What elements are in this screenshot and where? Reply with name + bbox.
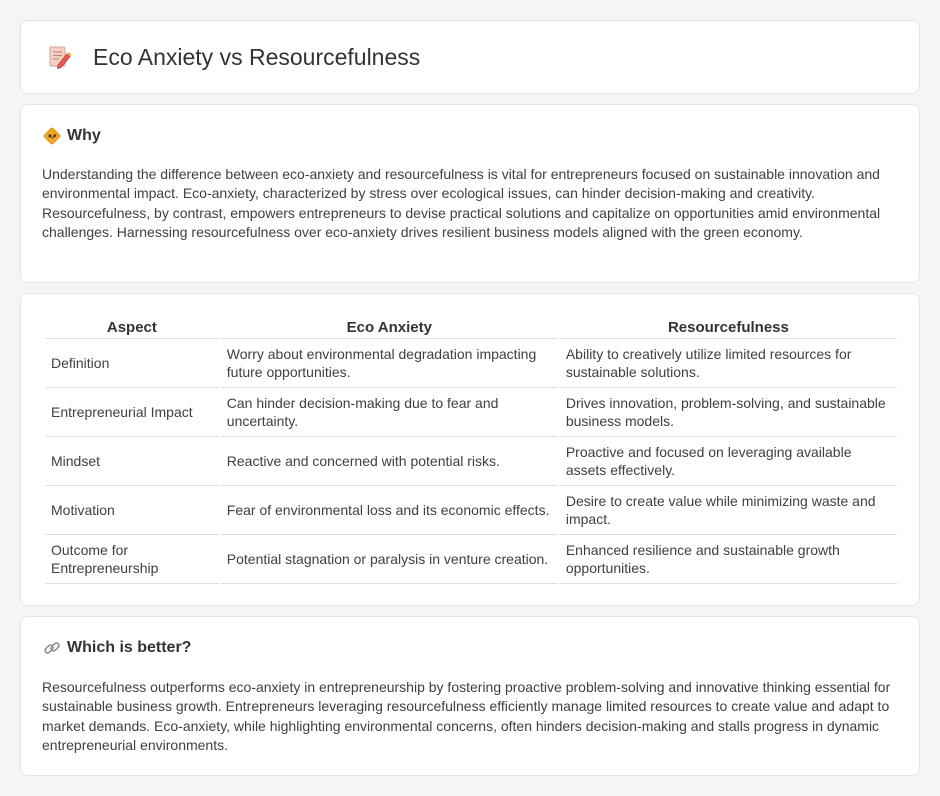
cell-aspect: Outcome for Entrepreneurship [45,535,219,584]
why-section [20,104,920,283]
better-text: Resourcefulness outperforms eco-anxiety in entrepreneurship by fostering proactive problem-solving and innovative thinking essential for sustainable business growth. Entrepreneurs leveraging resourcefulness efficiently manage limited resources to create value and adapt to market demands. Eco-anxiety, while highlighting environmental concerns, often hinders decision-making and stalls progress in dynamic entrepreneurial environments. [42,679,891,754]
cell-aspect: Definition [45,339,219,388]
table-header-row [45,315,897,339]
header-resourcefulness: Resourcefulness [560,315,897,339]
table-row [45,388,897,437]
cell-resourcefulness: Drives innovation, problem-solving, and sustainable business models. [560,388,897,437]
page-title: Eco Anxiety vs Resourcefulness [93,43,421,70]
table-row [45,339,897,388]
cell-resourcefulness: Ability to creatively utilize limited resources for sustainable solutions. [560,339,897,388]
title-row [45,43,420,71]
cell-eco-anxiety: Worry about environmental degradation impacting future opportunities. [221,339,558,388]
better-header [43,639,191,657]
cell-aspect: Entrepreneurial Impact [45,388,219,437]
comparison-section [20,293,920,606]
why-heading: Why [67,127,101,144]
comparison-table [43,315,899,584]
which-is-better-section [20,616,920,776]
cell-resourcefulness: Desire to create value while minimizing waste and impact. [560,486,897,535]
title-card [20,20,920,94]
cell-aspect: Motivation [45,486,219,535]
header-eco-anxiety: Eco Anxiety [221,315,558,339]
better-heading: Which is better? [67,639,192,656]
cell-eco-anxiety: Reactive and concerned with potential risks. [221,437,558,486]
cell-eco-anxiety: Potential stagnation or paralysis in venture creation. [221,535,558,584]
diamond-sign-icon [43,127,61,145]
table-row [45,437,897,486]
cell-resourcefulness: Proactive and focused on leveraging available assets effectively. [560,437,897,486]
table-row [45,486,897,535]
cell-resourcefulness: Enhanced resilience and sustainable growth opportunities. [560,535,897,584]
cell-eco-anxiety: Can hinder decision-making due to fear and uncertainty. [221,388,558,437]
why-header [43,127,101,145]
cell-eco-anxiety: Fear of environmental loss and its economic effects. [221,486,558,535]
table-row [45,535,897,584]
cell-aspect: Mindset [45,437,219,486]
why-text: Understanding the difference between eco-anxiety and resourcefulness is vital for entrepreneurs focused on sustainable innovation and environmental impact. Eco-anxiety, characterized by stress over ecological issues, can hinder decision-making and creativity. Resourcefulness, by contrast, empowers entrepreneurs to devise practical solutions and capitalize on opportunities amid environmental challenges. Harnessing resourcefulness over eco-anxiety drives resilient business models aligned with the green economy. [42,166,881,241]
header-aspect: Aspect [45,315,219,339]
link-icon [43,639,61,657]
document-pencil-icon [45,43,73,71]
